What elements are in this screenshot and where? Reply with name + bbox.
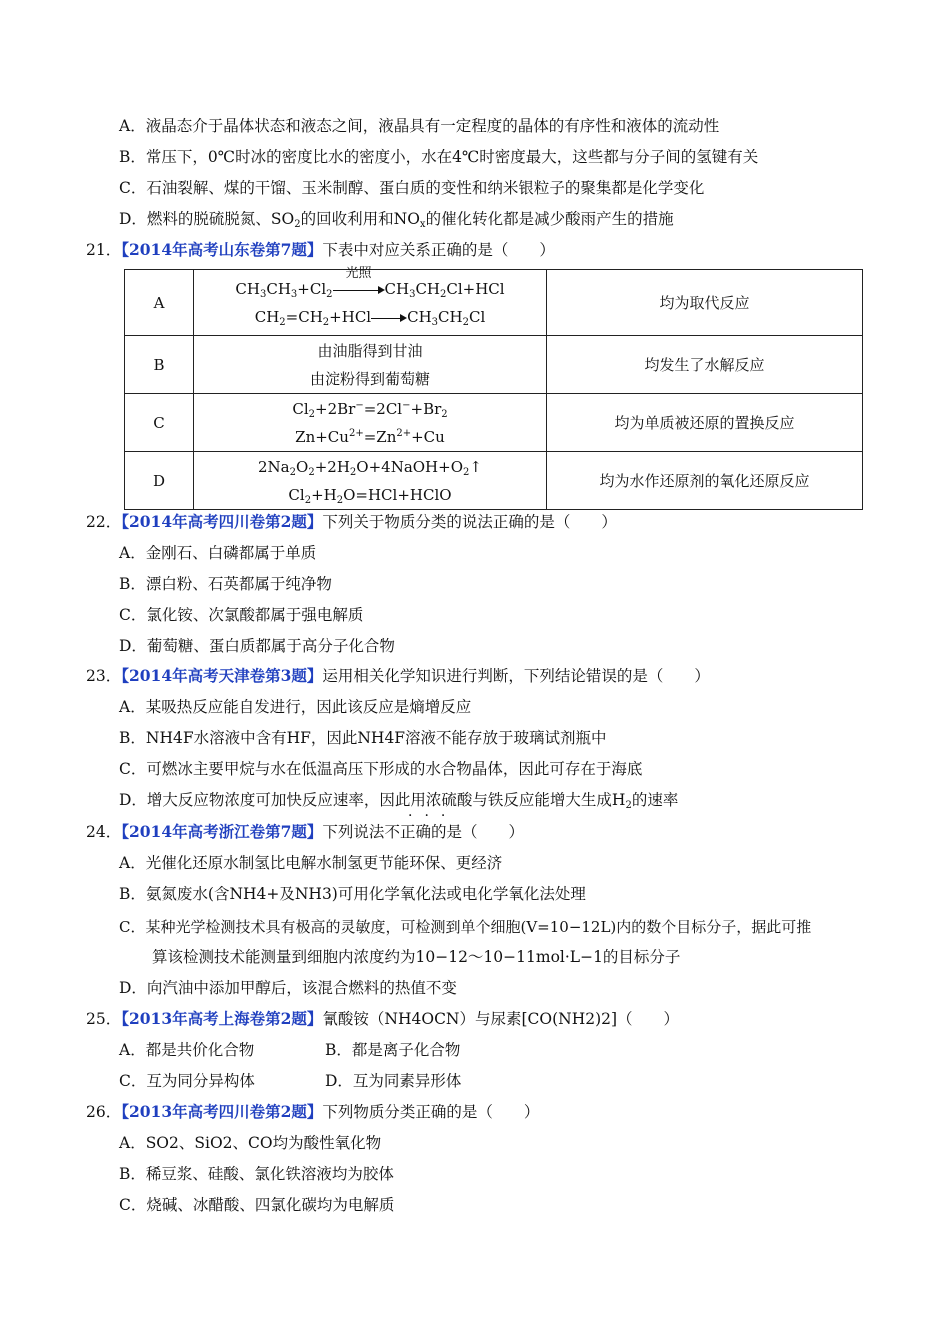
row-label: D <box>125 452 194 510</box>
q21-stem: 下表中对应关系正确的是（ ） <box>322 241 555 259</box>
reaction-cell: $CH_3CH_3+Cl_2$ 光照 $CH_3CH_2Cl+HCl$ $CH_2=CH_2+HCl$ $CH_3CH_2Cl$ <box>194 270 547 336</box>
q23-option-c: C．可燃冰主要甲烷与水在低温高压下形成的水合物晶体，因此可存在于海底 <box>119 760 643 778</box>
q23-option-d: D．增大反应物浓度可加快反应速率，因此用浓硫酸与铁反应能增大生成$H_2$的速率 <box>119 791 679 811</box>
q24-option-b: B．氨氮废水(含NH4+及NH3)可用化学氧化法或电化学氧化法处理 <box>119 885 586 903</box>
q20-option-d: D．燃料的脱硫脱氮、$SO_2$的回收利用和$NO_x$的催化转化都是减少酸雨产生的措施 <box>119 210 674 230</box>
q20-d-part3: 的催化转化都是减少酸雨产生的措施 <box>425 210 674 228</box>
q26-source-tag: 【2013年高考四川卷第2题】 <box>121 1102 323 1121</box>
q22-source-tag: 【2014年高考四川卷第2题】 <box>121 512 323 531</box>
result-cell: 均为水作还原剂的氧化还原反应 <box>547 452 863 510</box>
arrow-icon: 光照 <box>333 283 385 297</box>
row-label: A <box>125 270 194 336</box>
q25-option-b: B．都是离子化合物 <box>325 1041 461 1059</box>
q21-number: 21． <box>86 241 122 259</box>
q25-stem: 氰酸铵（NH4OCN）与尿素[CO(NH2)2]（ ） <box>322 1010 680 1028</box>
q25-option-a: A．都是共价化合物 <box>119 1041 255 1059</box>
q26-option-b: B．稀豆浆、硅酸、氯化铁溶液均为胶体 <box>119 1165 394 1183</box>
q20-d-part1: D．燃料的脱硫脱氮、SO <box>119 210 295 228</box>
q25-option-d: D．互为同素异形体 <box>325 1072 462 1090</box>
q24-option-a: A．光催化还原水制氢比电解水制氢更节能环保、更经济 <box>119 854 503 872</box>
q26-option-a: A．SO2、SiO2、CO均为酸性氧化物 <box>119 1134 382 1152</box>
reaction-cell: $Cl_2+2Br^-=2Cl^-+Br_2$ $Zn+Cu^{2+}=Zn^{2+}+Cu$ <box>194 394 547 452</box>
q26-stem: 下列物质分类正确的是（ ） <box>322 1103 540 1121</box>
q24-option-c-line2: 算该检测技术能测量到细胞内浓度约为10−12～10−11mol·L−1的目标分子 <box>152 948 681 966</box>
q25-header: 25．【2013年高考上海卷第2题】氰酸铵（NH4OCN）与尿素[CO(NH2)2]（ ） <box>86 1009 680 1028</box>
emphasis-dots: ··· <box>408 808 458 824</box>
q26-header: 26．【2013年高考四川卷第2题】下列物质分类正确的是（ ） <box>86 1102 540 1121</box>
result-cell: 均发生了水解反应 <box>547 336 863 394</box>
q20-d-part2: 的回收利用和NO <box>300 210 420 228</box>
reaction-cell: $2Na_2O_2+2H_2O+4NaOH+O_2↑$ $Cl_2+H_2O=HCl+HClO$ <box>194 452 547 510</box>
q23-stem: 运用相关化学知识进行判断，下列结论错误的是（ ） <box>322 667 710 685</box>
q22-option-b: B．漂白粉、石英都属于纯净物 <box>119 575 332 593</box>
q24-emphasis: 不正确 <box>384 823 431 841</box>
row-label: B <box>125 336 194 394</box>
q26-option-c: C．烧碱、冰醋酸、四氯化碳均为电解质 <box>119 1196 395 1214</box>
q23-option-a: A．某吸热反应能自发进行，因此该反应是熵增反应 <box>119 698 472 716</box>
q22-header: 22．【2014年高考四川卷第2题】下列关于物质分类的说法正确的是（ ） <box>86 512 617 531</box>
q25-source-tag: 【2013年高考上海卷第2题】 <box>121 1009 323 1028</box>
q22-option-c: C．氯化铵、次氯酸都属于强电解质 <box>119 606 364 624</box>
q22-stem: 下列关于物质分类的说法正确的是（ ） <box>322 513 617 531</box>
q24-option-c-line1: C．某种光学检测技术具有极高的灵敏度，可检测到单个细胞(V=10−12L)内的数个目标分子，据此可推 <box>119 918 812 936</box>
result-cell: 均为单质被还原的置换反应 <box>547 394 863 452</box>
q23-source-tag: 【2014年高考天津卷第3题】 <box>121 666 323 685</box>
q21-header <box>86 240 555 260</box>
reaction-cell: 由油脂得到甘油 由淀粉得到葡萄糖 <box>194 336 547 394</box>
q20-option-a: A．液晶态介于晶体状态和液态之间，液晶具有一定程度的晶体的有序性和液体的流动性 <box>119 117 720 135</box>
result-cell: 均为取代反应 <box>547 270 863 336</box>
q25-option-c: C．互为同分异构体 <box>119 1072 255 1090</box>
q24-source-tag: 【2014年高考浙江卷第7题】 <box>121 822 323 841</box>
q24-header: 24．【2014年高考浙江卷第7题】下列说法不正确的是（ ） <box>86 822 524 841</box>
q21-table <box>124 265 863 510</box>
table-row <box>125 394 863 452</box>
row-label: C <box>125 394 194 452</box>
q23-header: 23．【2014年高考天津卷第3题】运用相关化学知识进行判断，下列结论错误的是（ ） <box>86 666 710 685</box>
q24-option-d: D．向汽油中添加甲醇后，该混合燃料的热值不变 <box>119 979 457 997</box>
q22-option-a: A．金刚石、白磷都属于单质 <box>119 544 317 562</box>
q20-option-c: C．石油裂解、煤的干馏、玉米制醇、蛋白质的变性和纳米银粒子的聚集都是化学变化 <box>119 179 705 197</box>
q23-option-b: B．NH4F水溶液中含有HF，因此NH4F溶液不能存放于玻璃试剂瓶中 <box>119 729 607 747</box>
table-row <box>125 270 863 336</box>
q21-source-tag: 【2014年高考山东卷第7题】 <box>121 240 323 259</box>
table-row <box>125 452 863 510</box>
table-row <box>125 336 863 394</box>
q20-option-b: B．常压下，0℃时冰的密度比水的密度小，水在4℃时密度最大，这些都与分子间的氢键有关 <box>119 148 759 166</box>
arrow-icon <box>371 311 407 325</box>
q22-option-d: D．葡萄糖、蛋白质都属于高分子化合物 <box>119 637 395 655</box>
